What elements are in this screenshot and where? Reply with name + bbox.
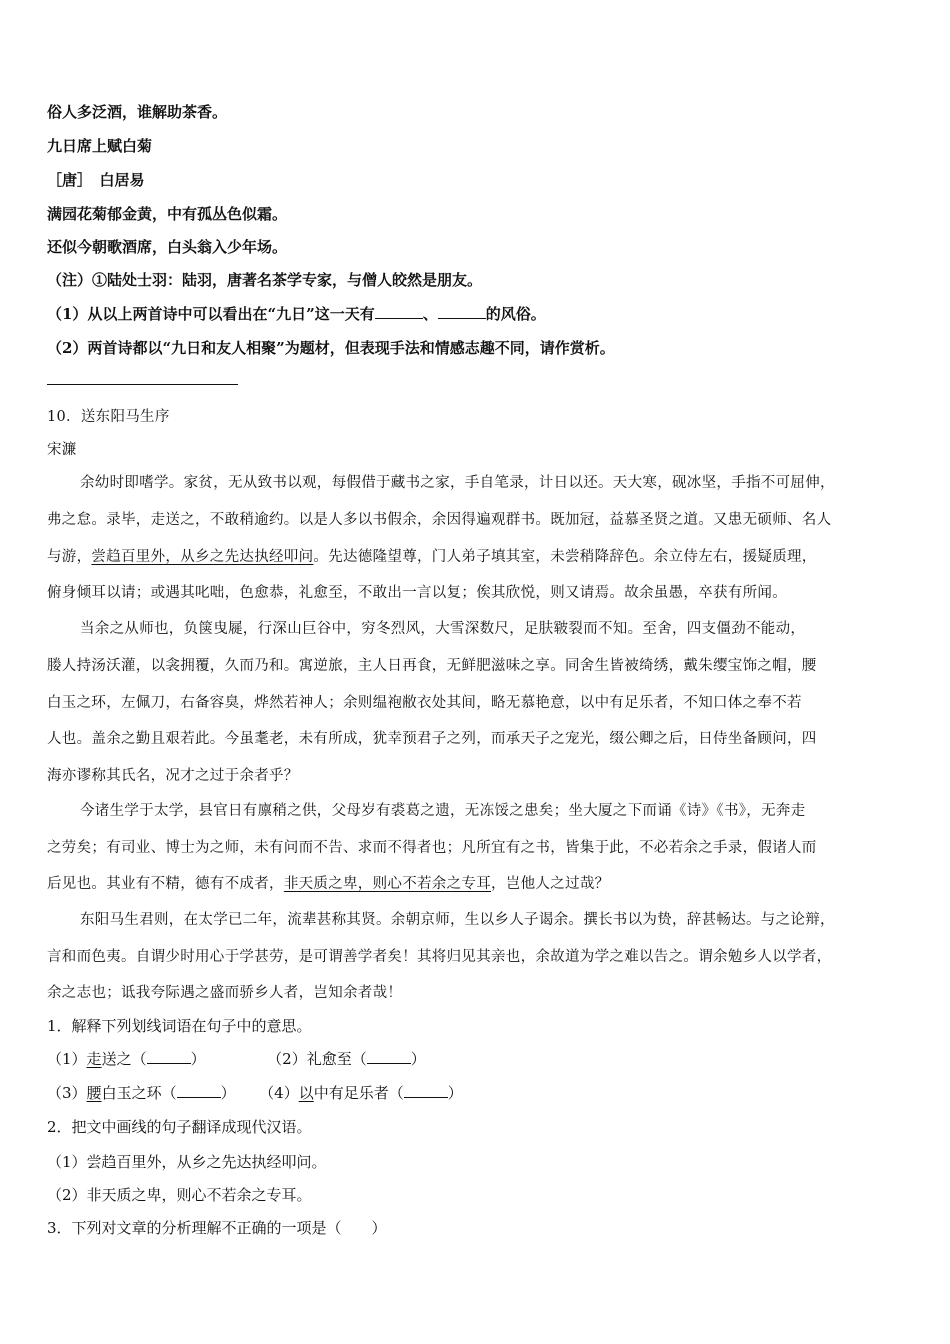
passage-line: 之劳矣；有司业、博士为之师，未有问而不告、求而不得者也；凡所宜有之书，皆集于此，不必若余之手录，假诸人而 [47,840,817,856]
poem-line: 俗人多泛酒，谁解助茶香。 [47,103,228,121]
close-paren: ） [447,1084,463,1102]
question-1-items-row-2 [47,1082,463,1103]
item-prefix: （1） [47,1050,87,1068]
passage-line: 人也。盖余之勤且艰若此。今虽耄老，未有所成，犹幸预君子之列，而承天子之宠光，缀公卿之后，日侍坐备顾问，四 [47,731,817,747]
passage-line: 余之志也；诋我夸际遇之盛而骄乡人者，岂知余者哉！ [47,985,403,1001]
underlined-sentence-1: 尝趋百里外，从乡之先达执经叩问 [91,549,314,565]
answer-blank[interactable] [438,304,486,319]
close-paren: ） [190,1050,206,1068]
underlined-word: 腰 [86,1084,102,1102]
passage-line: 余幼时即嗜学。家贫，无从致书以观，每假借于藏书之家，手自笔录，计日以还。天大寒，砚冰坚，手指不可屈伸， [80,475,835,491]
answer-blank[interactable] [367,1049,411,1064]
passage-heading: 10．送东阳马生序 [47,409,170,425]
passage-line: 东阳马生君则，在太学已二年，流辈甚称其贤。余朝京师，生以乡人子谒余。撰长书以为贽，辞甚畅达。与之论辩， [80,912,835,928]
item-text: 白玉之环（ [101,1084,177,1102]
passage-line [47,872,609,893]
item-prefix: （3） [47,1084,87,1102]
question-2-item-2: （2）非天质之卑，则心不若余之专耳。 [47,1186,312,1204]
item-text: （2）礼愈至（ [267,1050,367,1068]
underlined-word: 以 [298,1084,314,1102]
question-2-item-1: （1）尝趋百里外，从乡之先达执经叩问。 [47,1153,327,1171]
poem-note: （注）①陆处士羽：陆羽，唐著名茶学专家，与僧人皎然是朋友。 [47,271,483,289]
passage-line: 今诸生学于太学，县官日有廪稍之供，父母岁有裘葛之遗，无冻馁之患矣；坐大厦之下而诵《诗》《书》，无奔走 [80,803,806,819]
answer-line[interactable] [47,384,238,385]
passage-line: 当余之从师也，负箧曳屣，行深山巨谷中，穷冬烈风，大雪深数尺，足肤皲裂而不知。至舍，四支僵劲不能动， [80,621,806,637]
passage-author: 宋濂 [47,442,77,458]
poem-line: 还似今朝歌酒席，白头翁入少年场。 [47,238,288,256]
passage-line: 俯身倾耳以请；或遇其叱咄，色愈恭，礼愈至，不敢出一言以复；俟其欣悦，则又请焉。故余虽愚，卒获有所闻。 [47,585,787,601]
passage-line: 白玉之环，左佩刀，右备容臭，烨然若神人；余则缊袍敝衣处其间，略无慕艳意，以中有足乐者，不知口体之奉不若 [47,695,802,711]
text-segment: 与游， [47,549,92,565]
passage-line: 言和而色夷。自谓少时用心于学甚劳，是可谓善学者矣！其将归见其亲也，余故道为学之难以告之。谓余勉乡人以学者， [47,949,832,965]
answer-blank[interactable] [404,1083,448,1098]
answer-blank[interactable] [147,1049,191,1064]
q1-text-b: 的风俗。 [485,305,546,323]
underlined-sentence-2: 非天质之卑，则心不若余之专耳 [283,876,492,892]
answer-blank[interactable] [177,1083,221,1098]
answer-blank[interactable] [375,304,423,319]
item-text: 中有足乐者（ [313,1084,404,1102]
underlined-word: 走 [86,1050,102,1068]
text-segment: 后见也。其业有不精，德有不成者， [47,876,284,892]
passage-line: 海亦谬称其氏名，况才之过于余者乎？ [47,768,299,784]
passage-line [47,545,817,566]
item-prefix: （4） [259,1084,299,1102]
question-1-items-row-1 [47,1048,426,1069]
poem-question-1 [47,303,546,324]
passage-line: 媵人持汤沃灌，以衾拥覆，久而乃和。寓逆旅，主人日再食，无鲜肥滋味之享。同舍生皆被绮绣，戴朱缨宝饰之帽，腰 [47,658,817,674]
q1-sep: 、 [422,305,438,323]
close-paren: ） [410,1050,426,1068]
question-3: 3．下列对文章的分析理解不正确的一项是（ ） [47,1219,387,1237]
poem-line: 满园花菊郁金黄，中有孤丛色似霜。 [47,205,288,223]
poem-author: ［唐］ 白居易 [47,171,145,189]
q1-text-a: （1）从以上两首诗中可以看出在“九日”这一天有 [47,305,375,323]
text-segment: 。先达德隆望尊，门人弟子填其室，未尝稍降辞色。余立侍左右，援疑质理， [313,549,817,565]
item-text: 送之（ [101,1050,147,1068]
question-2: 2．把文中画线的句子翻译成现代汉语。 [47,1118,312,1136]
passage-line: 弗之怠。录毕，走送之，不敢稍逾约。以是人多以书假余，余因得遍观群书。既加冠，益慕圣贤之道。又患无硕师、名人 [47,512,832,528]
poem-title: 九日席上赋白菊 [47,137,153,155]
text-segment: ，岂他人之过哉？ [491,876,610,892]
close-paren: ） [220,1084,236,1102]
poem-question-2: （2）两首诗都以“九日和友人相聚”为题材，但表现手法和情感志趣不同，请作赏析。 [47,339,615,357]
question-1: 1．解释下列划线词语在句子中的意思。 [47,1017,312,1035]
